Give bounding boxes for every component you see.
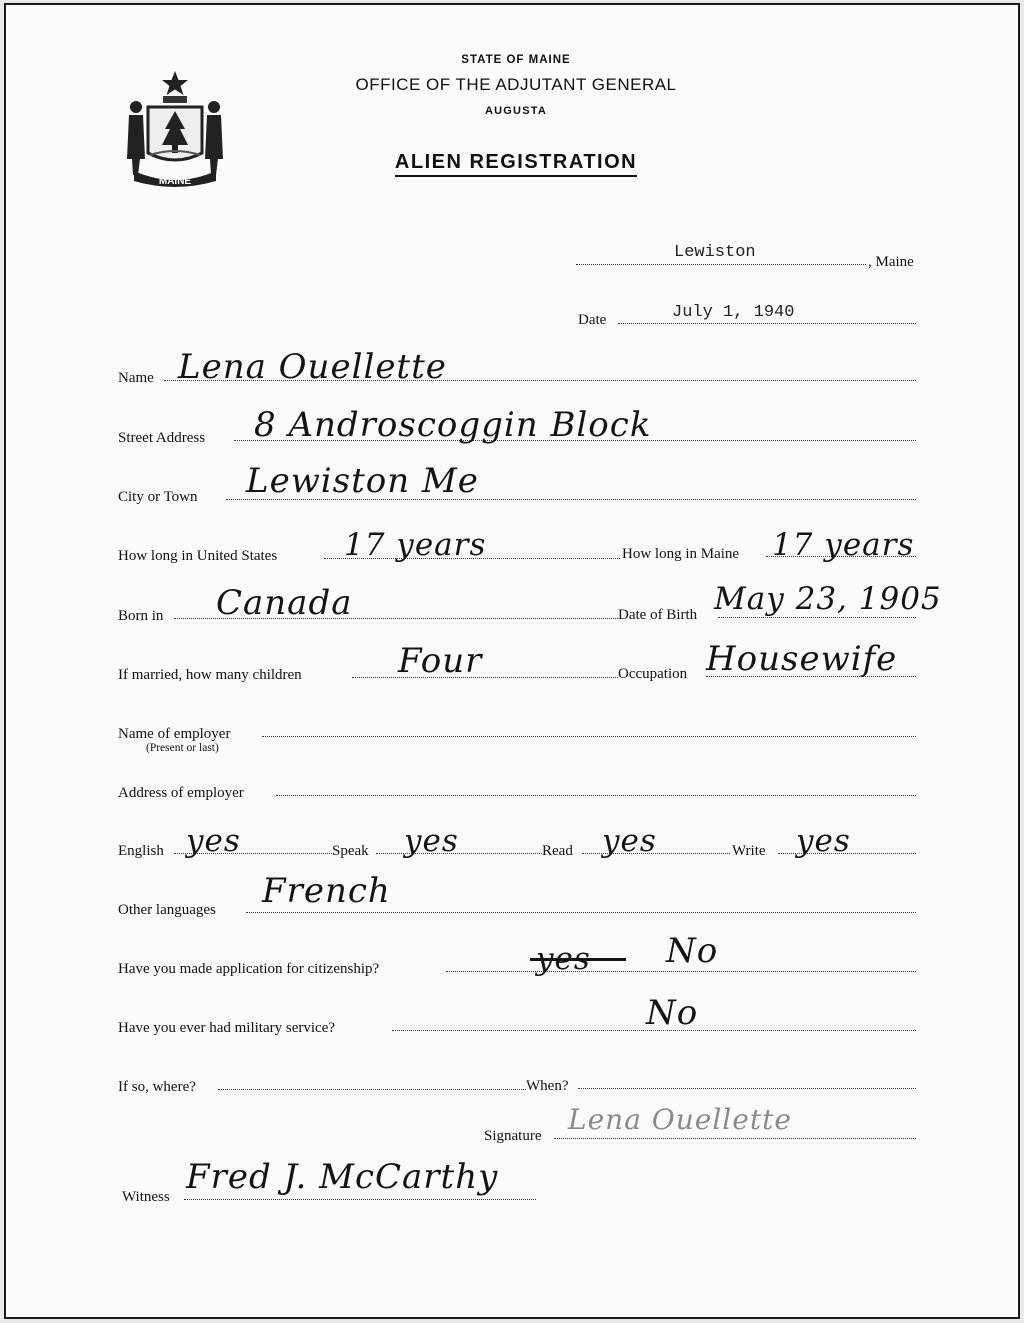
read-label: Read [542, 843, 573, 859]
when-line [578, 1088, 916, 1089]
place-value: Lewiston [674, 243, 756, 262]
city-town-label: City or Town [118, 489, 198, 505]
street-label: Street Address [118, 430, 206, 446]
write-label: Write [732, 843, 766, 859]
citizenship-line [446, 971, 916, 972]
speak-line [376, 853, 542, 854]
citizenship-struck-value: yes [536, 941, 591, 977]
dob-line [718, 617, 916, 618]
employer-name-label: Name of employer [118, 726, 231, 742]
date-line [618, 323, 916, 324]
citizenship-label: Have you made application for citizenship? [118, 961, 380, 977]
children-value: Four [398, 641, 483, 681]
header-city: AUGUSTA [485, 105, 547, 117]
speak-value: yes [404, 823, 459, 859]
other-languages-line [246, 912, 916, 913]
signature-label: Signature [484, 1128, 542, 1144]
date-label: Date [578, 312, 607, 328]
employer-address-line [276, 795, 916, 796]
other-languages-label: Other languages [118, 902, 216, 918]
signature-value: Lena Ouellette [568, 1103, 792, 1136]
how-long-maine-label: How long in Maine [622, 546, 740, 562]
dob-label: Date of Birth [618, 607, 698, 623]
write-value: yes [796, 823, 851, 859]
date-value: July 1, 1940 [672, 303, 795, 322]
place-suffix: , Maine [868, 254, 914, 270]
employer-name-line [262, 736, 916, 737]
how-long-us-label: How long in United States [118, 548, 278, 564]
military-value: No [646, 993, 699, 1033]
employer-name-sublabel: (Present or last) [146, 742, 219, 754]
children-line [352, 677, 618, 678]
name-label: Name [118, 370, 154, 386]
other-languages-value: French [262, 871, 391, 911]
witness-line [184, 1199, 536, 1200]
where-line [218, 1089, 526, 1090]
occupation-label: Occupation [618, 666, 688, 682]
place-line [576, 264, 866, 265]
read-value: yes [602, 823, 657, 859]
signature-line [554, 1138, 916, 1139]
english-value: yes [186, 823, 241, 859]
maine-state-seal [120, 67, 230, 193]
where-label: If so, where? [118, 1079, 196, 1095]
employer-address-label: Address of employer [118, 785, 244, 801]
speak-label: Speak [332, 843, 369, 859]
witness-label: Witness [122, 1189, 170, 1205]
military-label: Have you ever had military service? [118, 1020, 335, 1036]
born-in-label: Born in [118, 608, 164, 624]
english-label: English [118, 843, 164, 859]
when-label: When? [526, 1078, 569, 1094]
name-value: Lena Ouellette [178, 347, 447, 387]
registration-form [4, 3, 1020, 1319]
children-label: If married, how many children [118, 667, 302, 683]
seal-banner-text: MAINE [158, 176, 192, 187]
header-state: STATE OF MAINE [461, 54, 571, 66]
dob-value: May 23, 1905 [714, 581, 942, 617]
occupation-value: Housewife [706, 639, 898, 679]
form-title-text: ALIEN REGISTRATION [395, 151, 637, 177]
born-in-value: Canada [216, 583, 353, 623]
citizenship-value: No [666, 931, 719, 971]
witness-value: Fred J. McCarthy [186, 1157, 499, 1197]
header-office: OFFICE OF THE ADJUTANT GENERAL [355, 75, 677, 94]
city-town-value: Lewiston Me [246, 461, 479, 501]
how-long-maine-value: 17 years [772, 527, 915, 563]
strikethrough-mark [530, 958, 626, 961]
form-title [306, 151, 726, 174]
how-long-us-value: 17 years [344, 527, 487, 563]
street-value: 8 Androscoggin Block [254, 405, 652, 445]
